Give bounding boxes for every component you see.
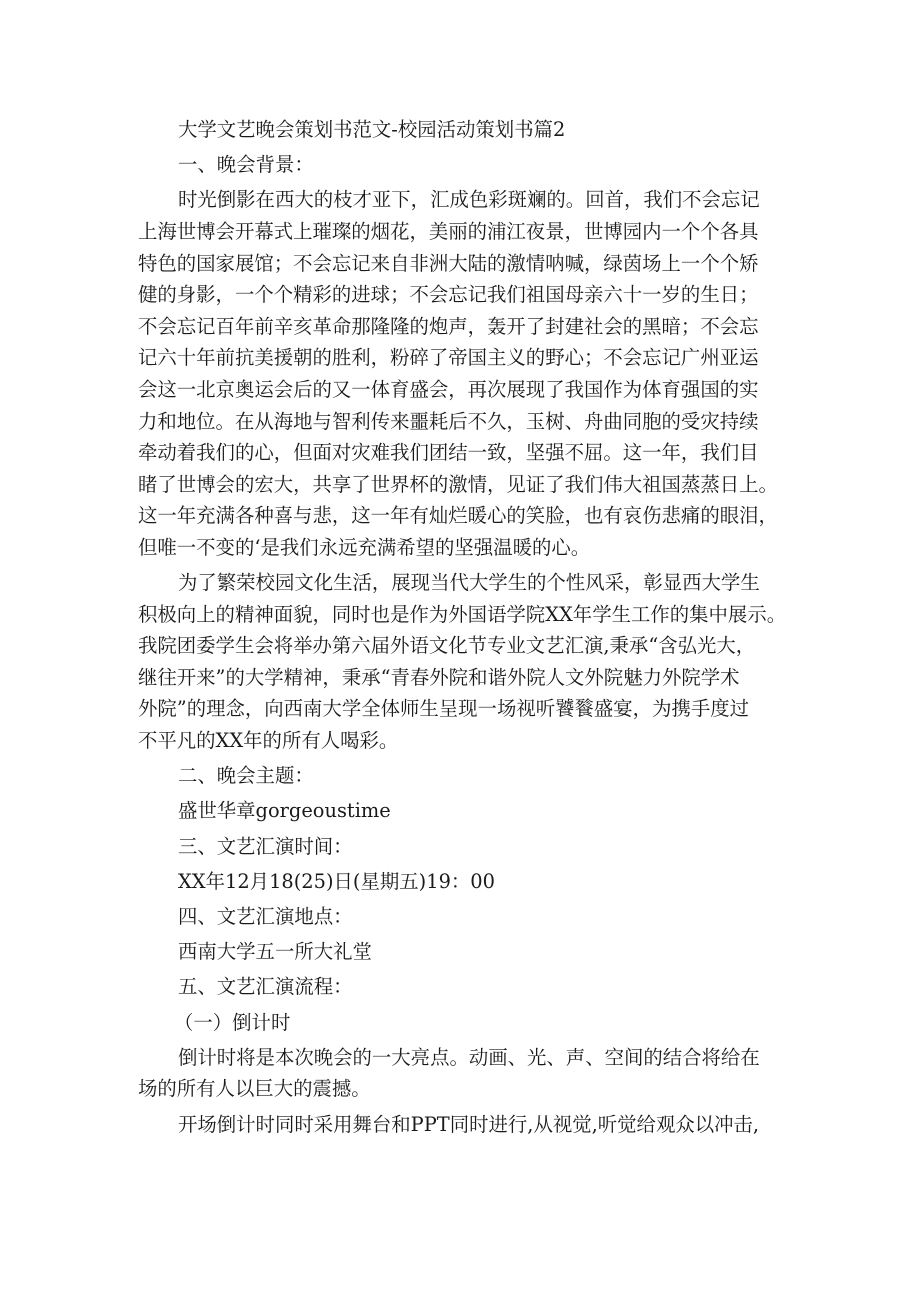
paragraph-purpose bbox=[138, 567, 794, 757]
text-line: 特色的国家展馆；不会忘记来自非洲大陆的激情呐喊，绿茵场上一个个矫 bbox=[138, 251, 759, 275]
text-line: 睹了世博会的宏大，共享了世界杯的激情，见证了我们伟大祖国蒸蒸日上。 bbox=[138, 472, 778, 496]
heading-process: 五、文艺汇演流程： bbox=[178, 975, 353, 999]
text-line: 积极向上的精神面貌，同时也是作为外国语学院XX年学生工作的集中展示。 bbox=[138, 602, 787, 626]
text-line: 力和地位。在从海地与智利传来噩耗后不久，玉树、舟曲同胞的受灾持续 bbox=[138, 409, 759, 433]
text-line: 场的所有人以巨大的震撼。 bbox=[138, 1077, 371, 1101]
heading-time: 三、文艺汇演时间： bbox=[178, 834, 353, 858]
text-line: 不会忘记百年前辛亥革命那隆隆的炮声，轰开了封建社会的黑暗；不会忘 bbox=[138, 314, 759, 338]
place-text: 西南大学五一所大礼堂 bbox=[178, 940, 372, 964]
text-line: 外院”的理念，向西南大学全体师生呈现一场视听饕餮盛宴，为携手度过 bbox=[138, 697, 750, 721]
heading-place: 四、文艺汇演地点： bbox=[178, 905, 353, 928]
text-line: 为了繁荣校园文化生活，展现当代大学生的个性风采，彰显西大学生 bbox=[178, 571, 760, 595]
document-title: 大学文艺晚会策划书范文-校园活动策划书篇2 bbox=[178, 118, 566, 141]
text-line: 牵动着我们的心，但面对灾难我们团结一致，坚强不屈。这一年，我们目 bbox=[138, 441, 759, 465]
paragraph-opening bbox=[138, 1109, 794, 1141]
text-line: 上海世博会开幕式上璀璨的烟花，美丽的浦江夜景，世博园内一个个各具 bbox=[138, 219, 759, 243]
text-line: 我院团委学生会将举办第六届外语文化节专业文艺汇演,秉承“含弘光大， bbox=[138, 634, 756, 658]
text-line: 但唯一不变的‘是我们永远充满希望的坚强温暖的心。 bbox=[138, 535, 591, 559]
time-text: XX年12月18(25)日(星期五)19：00 bbox=[178, 869, 495, 893]
heading-background: 一、晚会背景： bbox=[178, 153, 314, 177]
theme-text: 盛世华章gorgeoustime bbox=[178, 799, 391, 823]
text-line: 这一年充满各种喜与悲，这一年有灿烂暖心的笑脸，也有哀伤悲痛的眼泪， bbox=[138, 504, 778, 528]
text-line: 倒计时将是本次晚会的一大亮点。动画、光、声、空间的结合将给在 bbox=[178, 1045, 760, 1069]
subheading-countdown: （一）倒计时 bbox=[174, 1010, 291, 1034]
text-line: 开场倒计时同时采用舞台和PPT同时进行,从视觉,听觉给观众以冲击, bbox=[178, 1112, 760, 1136]
text-line: 继往开来”的大学精神，秉承“青春外院和谐外院人文外院魅力外院学术 bbox=[138, 665, 740, 689]
text-line: 时光倒影在西大的枝才亚下，汇成色彩斑斓的。回首，我们不会忘记 bbox=[178, 188, 760, 212]
text-line: 健的身影，一个个精彩的进球；不会忘记我们祖国母亲六十一岁的生日； bbox=[138, 283, 759, 307]
text-line: 不平凡的XX年的所有人喝彩。 bbox=[138, 729, 399, 753]
heading-theme: 二、晚会主题： bbox=[178, 764, 314, 788]
paragraph-countdown bbox=[138, 1042, 794, 1105]
paragraph-background bbox=[138, 184, 794, 563]
text-line: 记六十年前抗美援朝的胜利，粉碎了帝国主义的野心；不会忘记广州亚运 bbox=[138, 346, 759, 370]
text-line: 会这一北京奥运会后的又一体育盛会，再次展现了我国作为体育强国的实 bbox=[138, 377, 759, 401]
document-body bbox=[138, 114, 794, 1144]
